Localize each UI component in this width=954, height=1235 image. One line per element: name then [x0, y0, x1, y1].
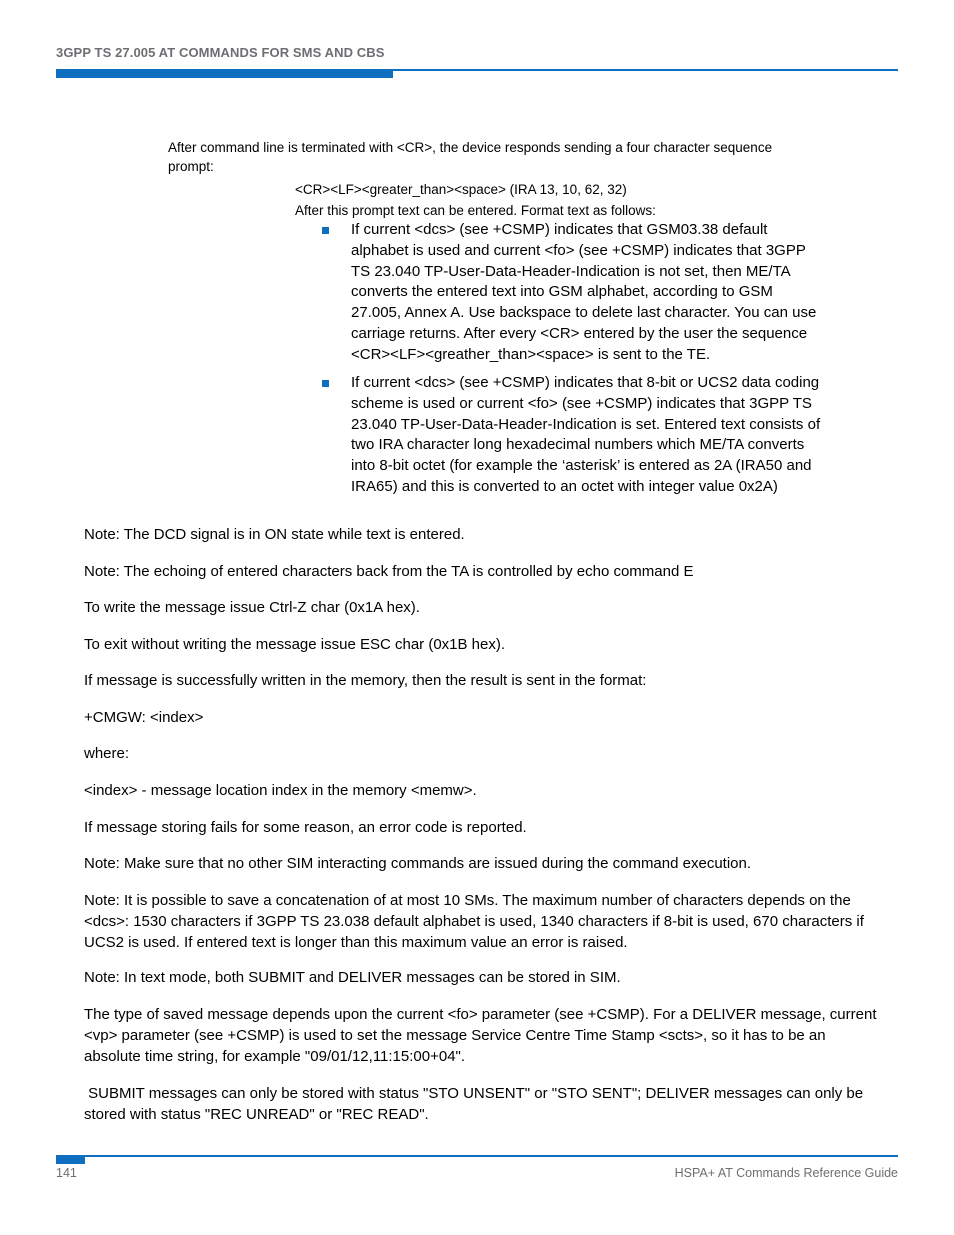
intro-paragraph: After command line is terminated with <CR>, the device responds sending a four character sequence prompt:	[168, 140, 773, 174]
footer-accent-bar	[56, 1155, 85, 1164]
header-accent-bar	[56, 69, 393, 78]
square-bullet-icon	[322, 227, 329, 234]
section-header-title: 3GPP TS 27.005 AT COMMANDS FOR SMS AND CBS	[56, 45, 385, 60]
guide-title: HSPA+ AT Commands Reference Guide	[674, 1166, 898, 1180]
note-dcd-signal: Note: The DCD signal is in ON state while text is entered.	[84, 526, 465, 543]
exit-instruction: To exit without writing the message issue ESC char (0x1B hex).	[84, 636, 506, 653]
square-bullet-icon	[322, 380, 329, 387]
footer-rule	[56, 1155, 898, 1157]
prompt-sequence: <CR><LF><greater_than><space> (IRA 13, 10, 62, 32)	[295, 182, 627, 197]
format-intro: After this prompt text can be entered. Format text as follows:	[295, 203, 656, 218]
index-definition: <index> - message location index in the memory <memw>.	[84, 782, 477, 799]
note-concatenation: Note: It is possible to save a concatenation of at most 10 SMs. The maximum number of characters depends on the <dcs>: 1530 characters if 3GPP TS 23.038 default alphabet is used, 1340 characters if 8-bit is used, 670 characters if UCS2 is used. If entered text is longer than this maximum value an error is raised.	[84, 892, 864, 951]
error-note: If message storing fails for some reason, an error code is reported.	[84, 819, 527, 836]
note-sim-commands: Note: Make sure that no other SIM interacting commands are issued during the command execution.	[84, 855, 752, 872]
write-instruction: To write the message issue Ctrl-Z char (0x1A hex).	[84, 599, 420, 616]
response-format: +CMGW: <index>	[84, 709, 204, 726]
note-echo: Note: The echoing of entered characters back from the TA is controlled by echo command E	[84, 563, 694, 580]
saved-message-type: The type of saved message depends upon the current <fo> parameter (see +CSMP). For a DELIVER message, current <vp> parameter (see +CSMP) is used to set the message Service Centre Time Stamp <scts>, so it has to be an absolute time string, for example "09/01/12,11:15:00+04".	[84, 1006, 877, 1065]
page-number: 141	[56, 1166, 77, 1180]
where-label: where:	[84, 745, 130, 762]
bullet-text: If current <dcs> (see +CSMP) indicates that 8-bit or UCS2 data coding scheme is used or current <fo> (see +CSMP) indicates that 3GPP TS 23.040 TP-User-Data-Header-Indication is set. Entered text consists of two IRA character long hexadecimal numbers which ME/TA converts into 8-bit octet (for example the ‘asterisk’ is entered as 2A (IRA50 and IRA65) and this is converted to an octet with integer value 0x2A)	[351, 374, 821, 495]
success-format-intro: If message is successfully written in the memory, then the result is sent in the format:	[84, 672, 647, 689]
status-note: SUBMIT messages can only be stored with status "STO UNSENT" or "STO SENT"; DELIVER messages can only be stored with status "REC UNREAD" or "REC READ".	[84, 1085, 868, 1123]
bullet-text: If current <dcs> (see +CSMP) indicates that GSM03.38 default alphabet is used and current <fo> (see +CSMP) indicates that 3GPP TS 23.040 TP-User-Data-Header-Indication is not set, then ME/TA converts the entered text into GSM alphabet, according to GSM 27.005, Annex A. Use backspace to delete last character. You can use carriage returns. After every <CR> entered by the user the sequence <CR><LF><greather_than><space> is sent to the TE.	[351, 221, 817, 363]
note-text-mode: Note: In text mode, both SUBMIT and DELIVER messages can be stored in SIM.	[84, 969, 621, 986]
